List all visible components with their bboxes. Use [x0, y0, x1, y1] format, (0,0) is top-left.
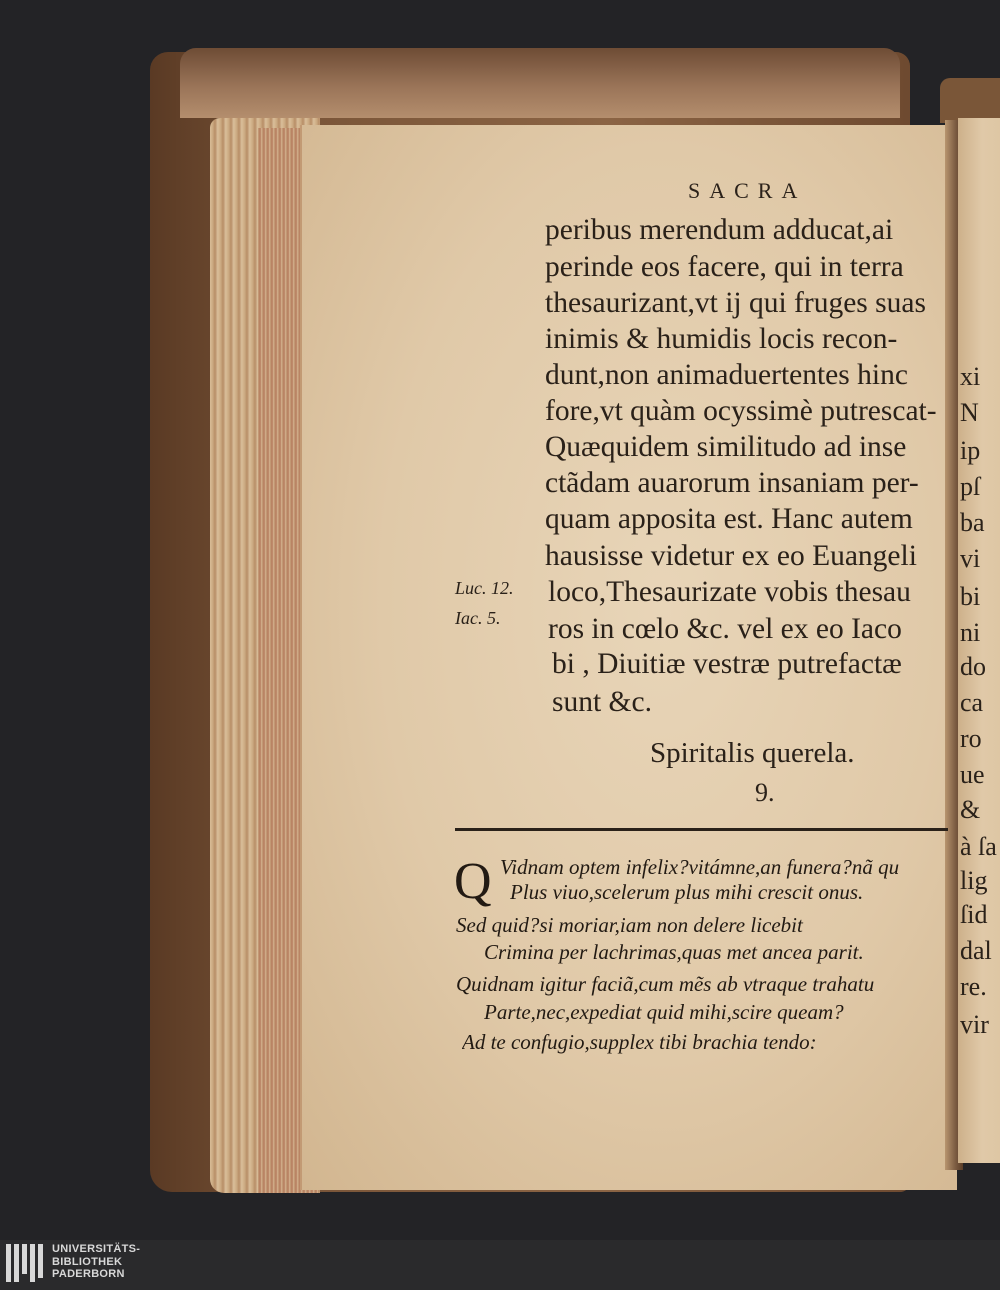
- logo-line: PADERBORN: [52, 1268, 125, 1280]
- right-page-fragment: vi: [960, 544, 981, 573]
- body-line: quam apposita est. Hanc autem: [545, 503, 913, 535]
- body-line: ctãdam auarorum insaniam per-: [545, 467, 919, 499]
- verse-line: Crimina per lachrimas,quas met ancea parit.: [484, 940, 864, 964]
- verse-line: Parte,nec,expediat quid mihi,scire queam?: [484, 1000, 844, 1024]
- section-title: Spiritalis querela.: [650, 737, 855, 769]
- right-page-fragment: do: [960, 652, 986, 681]
- right-page-fragment: ba: [960, 508, 985, 537]
- verse-line: Ad te confugio,supplex tibi brachia tendo:: [462, 1030, 817, 1054]
- verse-line: Plus viuo,scelerum plus mihi crescit onus.: [510, 880, 864, 904]
- right-page-fragment: ro: [960, 724, 982, 753]
- verse-line: Sed quid?si moriar,iam non delere licebit: [456, 913, 803, 937]
- horizontal-rule: [455, 828, 948, 831]
- right-cover-edge: [940, 78, 1000, 123]
- right-page-fragment: ca: [960, 688, 984, 717]
- margin-note: Iac. 5.: [455, 608, 501, 628]
- body-line: thesaurizant,vt ij qui fruges suas: [545, 287, 926, 319]
- body-line: bi , Diuitiæ vestræ putrefactæ: [552, 648, 902, 680]
- right-page-fragment: vir: [960, 1010, 989, 1039]
- body-line: sunt &c.: [552, 686, 652, 718]
- library-logo-text: [52, 1243, 140, 1281]
- body-line: hausisse videtur ex eo Euangeli: [545, 540, 917, 572]
- body-line: dunt,non animaduertentes hinc: [545, 359, 908, 391]
- right-page-fragment: pſ: [960, 472, 981, 501]
- body-line: loco,Thesaurizate vobis thesau: [548, 576, 911, 608]
- right-page-fragment: &: [960, 795, 981, 824]
- right-page-fragment: re.: [960, 972, 987, 1001]
- right-page-fragment: ue: [960, 760, 985, 789]
- library-logo-icon: [6, 1244, 46, 1284]
- section-number: 9.: [755, 778, 775, 807]
- right-page-fragment: ſid: [960, 900, 988, 929]
- body-line: ros in cœlo &c. vel ex eo Iaco: [548, 613, 902, 645]
- verse-line: Vidnam optem infelix?vitámne,an funera?nã qu: [500, 855, 900, 879]
- margin-note: Luc. 12.: [455, 578, 514, 598]
- book-spine-top: [180, 48, 900, 118]
- footer-bar: [0, 1240, 1000, 1290]
- body-line: Quæquidem similitudo ad inse: [545, 431, 907, 463]
- right-page-fragment: xi: [960, 362, 981, 391]
- right-page-fragment: à ſa: [960, 832, 997, 861]
- body-line: fore,vt quàm ocyssimè putrescat-: [545, 395, 937, 427]
- right-page-fragment: N: [960, 398, 979, 427]
- verse-initial: Q: [454, 853, 492, 910]
- right-page-fragment: bi: [960, 582, 981, 611]
- logo-line: BIBLIOTHEK: [52, 1255, 123, 1268]
- right-page-fragment: ip: [960, 436, 981, 465]
- body-line: peribus merendum adducat,ai: [545, 214, 894, 246]
- right-page-fragment: ni: [960, 618, 981, 647]
- verse-line: Quidnam igitur faciã,cum mẽs ab vtraque trahatu: [456, 972, 875, 996]
- right-page-fragment: dal: [960, 936, 992, 965]
- body-line: perinde eos facere, qui in terra: [545, 251, 904, 283]
- body-line: inimis & humidis locis recon-: [545, 323, 898, 355]
- right-page-fragment: lig: [960, 866, 988, 895]
- logo-line: UNIVERSITÄTS-: [52, 1243, 141, 1255]
- running-head: SACRA: [688, 178, 807, 203]
